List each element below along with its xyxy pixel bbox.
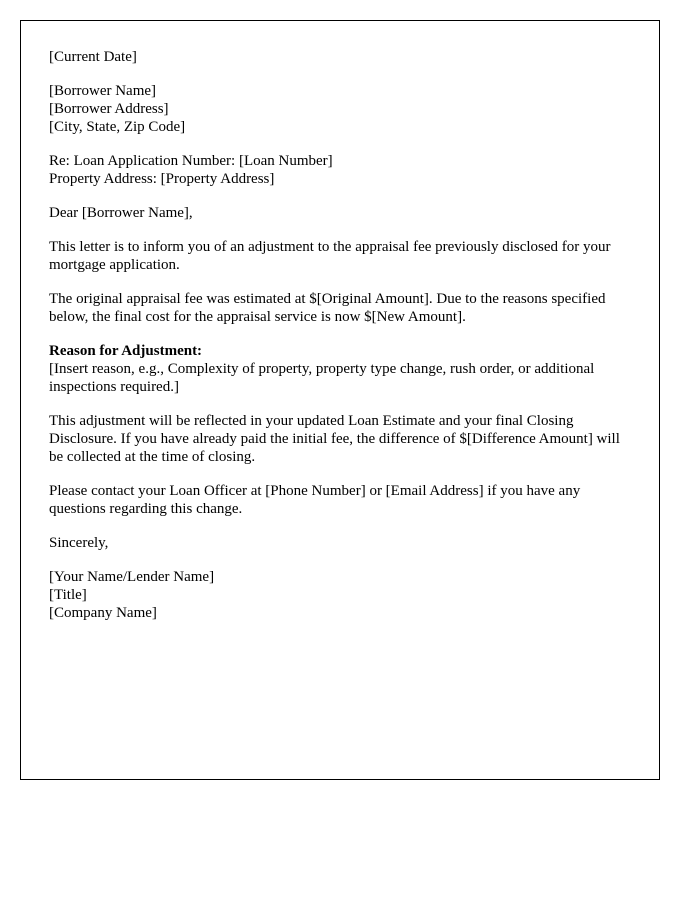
salutation — [49, 204, 631, 222]
salutation-text: Dear [Borrower Name], — [49, 205, 193, 221]
signature-block — [49, 568, 631, 622]
signer-name: [Your Name/Lender Name] — [49, 569, 215, 585]
reason-text: [Insert reason, e.g., Complexity of property, property type change, rush order, or additional inspections required.] — [49, 361, 595, 395]
company-name: [Company Name] — [49, 605, 157, 621]
closing-text: Sincerely, — [49, 535, 109, 551]
loan-reference-line: Re: Loan Application Number: [Loan Number] — [49, 153, 333, 169]
intro-paragraph: This letter is to inform you of an adjustment to the appraisal fee previously disclosed for your mortgage application. — [49, 239, 611, 273]
closing — [49, 534, 631, 552]
reason-heading: Reason for Adjustment: — [49, 343, 203, 359]
letter-date — [49, 48, 631, 66]
recipient-block — [49, 82, 631, 136]
signer-title: [Title] — [49, 587, 87, 603]
property-address-line: Property Address: [Property Address] — [49, 171, 275, 187]
reason-block — [49, 342, 631, 396]
contact-paragraph: Please contact your Loan Officer at [Phone Number] or [Email Address] if you have any questions regarding this change. — [49, 483, 581, 517]
adjustment-paragraph: This adjustment will be reflected in your updated Loan Estimate and your final Closing Disclosure. If you have already paid the initial fee, the difference of $[Difference Amount] will be collected at the time of closing. — [49, 413, 620, 465]
reference-block — [49, 152, 631, 188]
borrower-city-state-zip: [City, State, Zip Code] — [49, 119, 186, 135]
borrower-address: [Borrower Address] — [49, 101, 169, 117]
borrower-name: [Borrower Name] — [49, 83, 157, 99]
date-text: [Current Date] — [49, 49, 137, 65]
fee-change-paragraph: The original appraisal fee was estimated at $[Original Amount]. Due to the reasons specified below, the final cost for the appraisal service is now $[New Amount]. — [49, 291, 606, 325]
letter-page — [20, 20, 660, 780]
